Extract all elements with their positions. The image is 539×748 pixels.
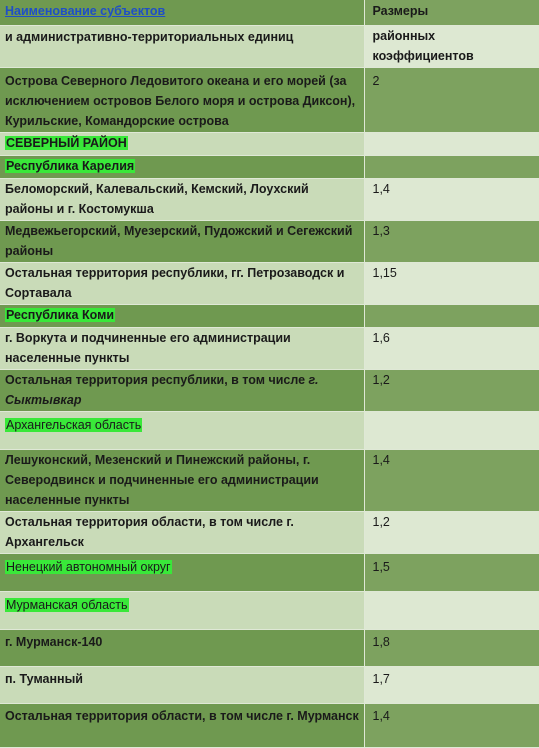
header-col2 [364, 0, 539, 26]
row-name-prefix: Остальная территория республики, в том числе [5, 373, 309, 387]
row-name [0, 370, 364, 412]
row-value: 1,4 [364, 704, 539, 748]
row-value: 1,8 [364, 630, 539, 667]
table-header-row [0, 0, 539, 26]
row-value: 1,7 [364, 667, 539, 704]
header-col1-sub [0, 26, 364, 68]
row-value: 2 [364, 68, 539, 133]
row-value: 1,2 [364, 512, 539, 554]
row-value: 1,6 [364, 328, 539, 370]
table-row [0, 592, 539, 630]
header-col1-line2: и административно-территориальных единиц [5, 30, 294, 44]
row-name: Остальная территория области, в том числе г. Архангельск [0, 512, 364, 554]
table-row [0, 328, 539, 370]
header-col1 [0, 0, 364, 26]
row-value: 1,15 [364, 263, 539, 305]
row-name [0, 412, 364, 450]
table-row [0, 554, 539, 592]
row-value: 1,4 [364, 450, 539, 512]
row-value [364, 156, 539, 179]
table-row [0, 704, 539, 748]
row-name [0, 554, 364, 592]
row-name: Острова Северного Ледовитого океана и его морей (за исключением островов Белого моря и острова Диксон), Курильские, Командорские острова [0, 68, 364, 133]
row-name: Беломорский, Калевальский, Кемский, Лоухский районы и г. Костомукша [0, 179, 364, 221]
row-name [0, 133, 364, 156]
row-name: Лешуконский, Мезенский и Пинежский районы, г. Северодвинск и подчиненные его администрации населенные пункты [0, 450, 364, 512]
row-value: 1,2 [364, 370, 539, 412]
table-row [0, 370, 539, 412]
row-value: 1,3 [364, 221, 539, 263]
table-row [0, 412, 539, 450]
table-row [0, 221, 539, 263]
row-name: п. Туманный [0, 667, 364, 704]
row-name: Остальная территория республики, гг. Петрозаводск и Сортавала [0, 263, 364, 305]
table-row [0, 512, 539, 554]
row-name [0, 156, 364, 179]
row-name [0, 305, 364, 328]
row-name-italic: г. Сыктывкар [5, 373, 319, 407]
header-col2-line3: коэффициентов [372, 49, 474, 63]
subject-heading: Ненецкий автономный округ [6, 560, 171, 574]
row-name: Медвежьегорский, Муезерский, Пудожский и Сегежский районы [0, 221, 364, 263]
subject-heading: Мурманская область [6, 598, 128, 612]
row-value [364, 412, 539, 450]
table-row [0, 263, 539, 305]
table-row [0, 156, 539, 179]
row-value: 1,5 [364, 554, 539, 592]
header-col2-line2: районных [372, 29, 436, 43]
header-col2-sub [364, 26, 539, 68]
header-col2-line1: Размеры [372, 4, 429, 18]
row-value [364, 133, 539, 156]
region-heading: СЕВЕРНЫЙ РАЙОН [6, 136, 127, 150]
row-name: г. Воркута и подчиненные его администрации населенные пункты [0, 328, 364, 370]
table-row [0, 133, 539, 156]
table-row [0, 450, 539, 512]
row-value [364, 305, 539, 328]
table-row [0, 179, 539, 221]
subject-heading: Республика Коми [6, 308, 115, 322]
subject-heading: Архангельская область [6, 418, 142, 432]
table-row [0, 630, 539, 667]
table-row [0, 667, 539, 704]
row-name [0, 592, 364, 630]
row-value: 1,4 [364, 179, 539, 221]
header-col1-link[interactable]: Наименование субъектов [5, 4, 166, 18]
table-header-row [0, 26, 539, 68]
subject-heading: Республика Карелия [6, 159, 135, 173]
row-value [364, 592, 539, 630]
row-name: г. Мурманск-140 [0, 630, 364, 667]
table-row [0, 68, 539, 133]
table-row [0, 305, 539, 328]
row-name: Остальная территория области, в том числе г. Мурманск [0, 704, 364, 748]
